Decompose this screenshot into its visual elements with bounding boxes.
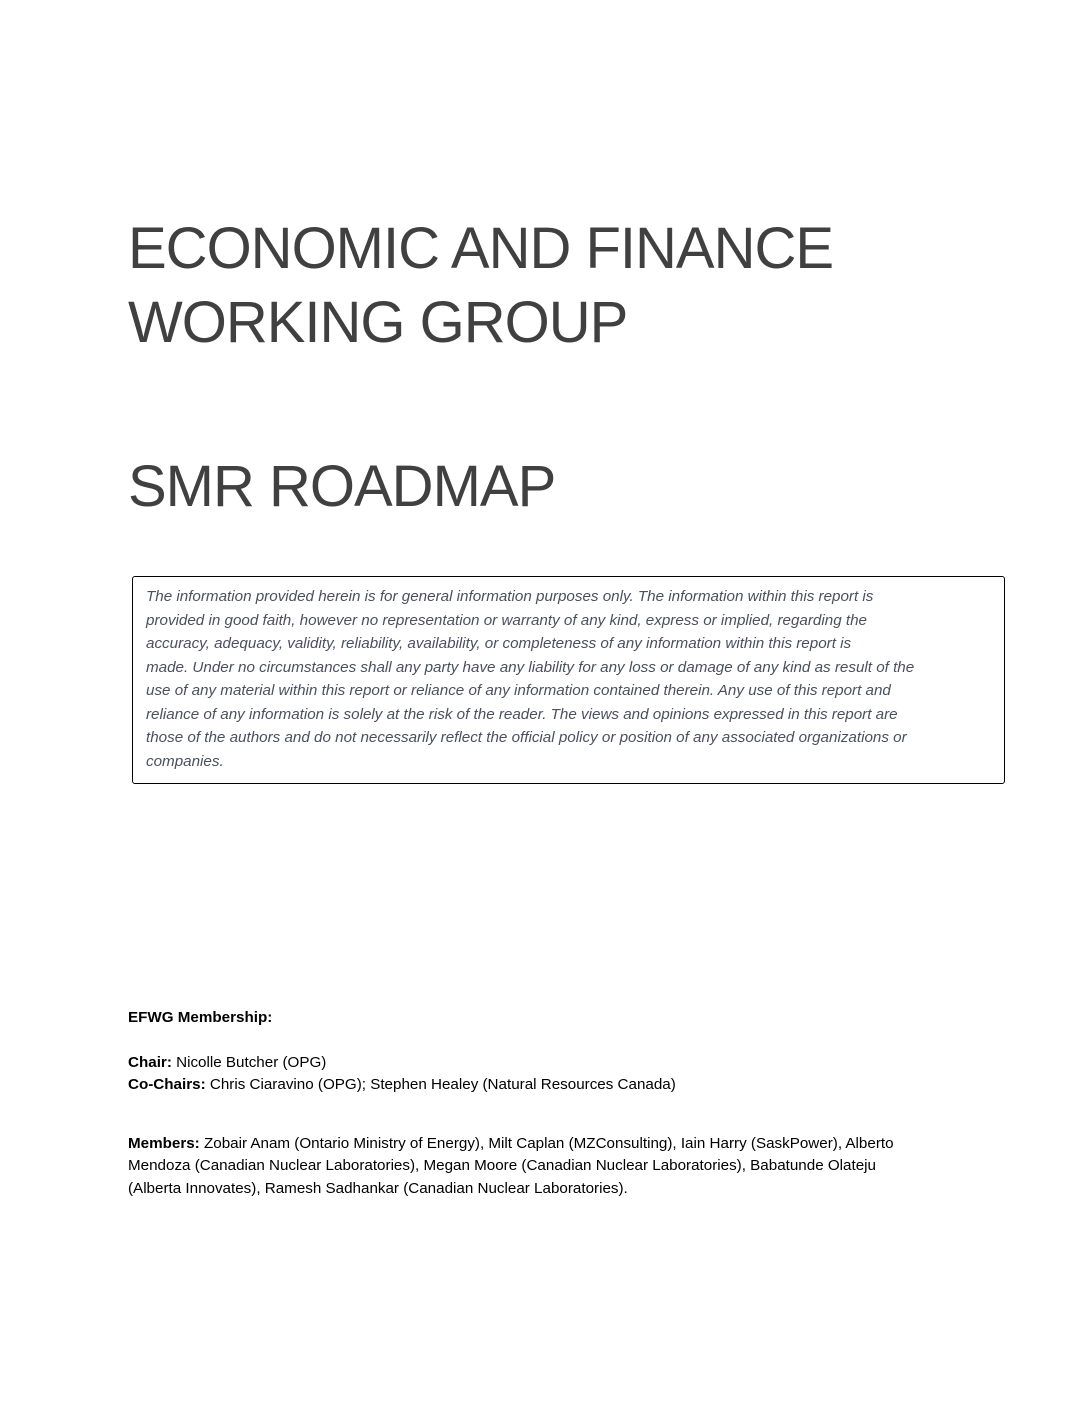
cochairs-label: Co-Chairs: <box>128 1076 206 1093</box>
disclaimer-box <box>132 576 1005 784</box>
disclaimer-line: accuracy, adequacy, validity, reliability, availability, or completeness of any information within this report is <box>146 635 852 652</box>
membership-heading: EFWG Membership: <box>128 1009 273 1026</box>
chair-value: Nicolle Butcher (OPG) <box>171 1053 327 1071</box>
disclaimer-line: The information provided herein is for general information purposes only. The information within this report is <box>146 588 874 605</box>
chair-label: Chair: <box>128 1053 172 1071</box>
document-subtitle: SMR ROADMAP <box>128 454 556 519</box>
disclaimer-line: use of any material within this report or reliance of any information contained therein. Any use of this report and <box>146 682 891 699</box>
members-label: Members: <box>128 1134 200 1152</box>
disclaimer-line: provided in good faith, however no representation or warranty of any kind, express or implied, regarding the <box>146 611 867 629</box>
chair-row <box>128 1052 968 1075</box>
members-text: Zobair Anam (Ontario Ministry of Energy), Milt Caplan (MZConsulting), Iain Harry (SaskPower), Alberto <box>199 1134 894 1152</box>
disclaimer-line: made. Under no circumstances shall any party have any liability for any loss or damage of any kind as result of the <box>146 658 915 676</box>
title-line-2: WORKING GROUP <box>128 290 628 355</box>
cochairs-value: Chris Ciaravino (OPG); Stephen Healey (Natural Resources Canada) <box>205 1076 676 1093</box>
title-line-1: ECONOMIC AND FINANCE <box>128 216 834 281</box>
document-title <box>128 212 1028 360</box>
cochairs-row <box>128 1074 968 1097</box>
disclaimer-line: companies. <box>146 752 224 770</box>
disclaimer-line: reliance of any information is solely at the risk of the reader. The views and opinions expressed in this report are <box>146 705 898 723</box>
members-line <box>128 1133 968 1156</box>
disclaimer-line: those of the authors and do not necessarily reflect the official policy or position of any associated organizations or <box>146 729 907 746</box>
members-line: Mendoza (Canadian Nuclear Laboratories), Megan Moore (Canadian Nuclear Laboratories), Babatunde Olateju <box>128 1157 876 1174</box>
members-line: (Alberta Innovates), Ramesh Sadhankar (Canadian Nuclear Laboratories). <box>128 1179 628 1197</box>
members-block <box>128 1133 968 1201</box>
membership-section <box>128 1007 968 1200</box>
